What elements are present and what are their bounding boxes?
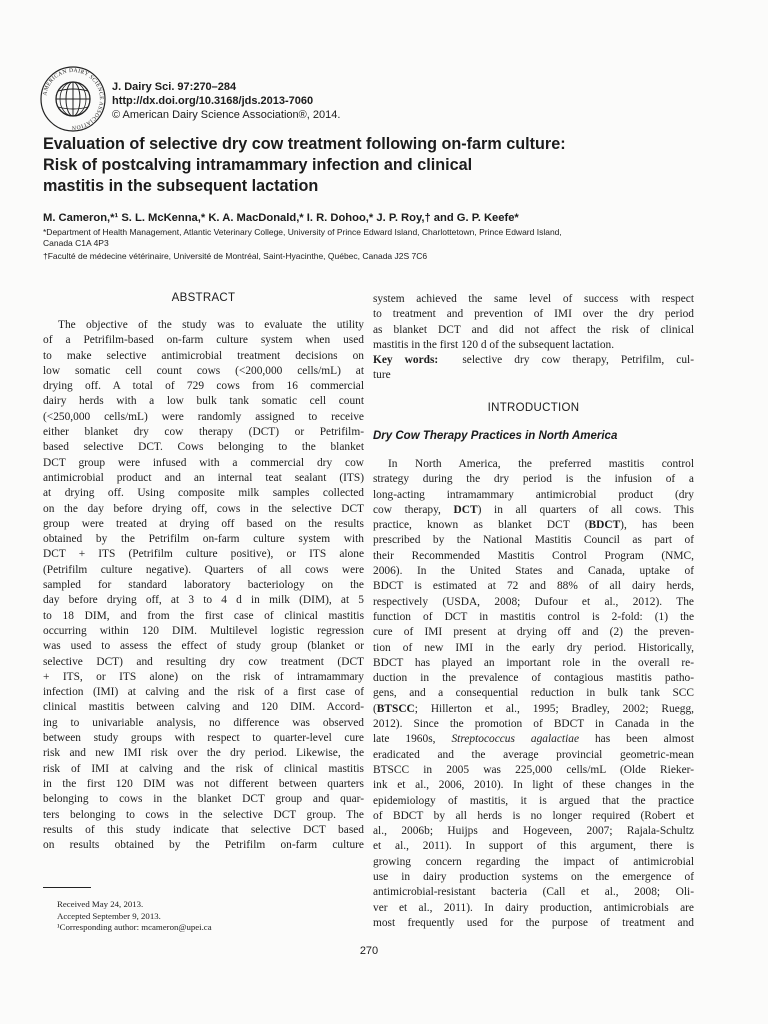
text-line: DCT group were infused with a commercial dry cow bbox=[43, 456, 364, 469]
text-line: either blanket dry cow therapy (DCT) or Petrifilm- bbox=[43, 426, 364, 439]
text-line: gens, and a consequential reduction in bulk tank SCC bbox=[373, 687, 694, 700]
corresponding-author: ¹Corresponding author: mcameron@upei.ca bbox=[57, 922, 212, 932]
text-line: use in dairy production systems on the emergence of bbox=[373, 871, 694, 884]
text-line: practice, known as blanket DCT (BDCT), has been bbox=[373, 519, 694, 532]
text-line: to make selective antimicrobial treatment decisions on bbox=[43, 349, 364, 362]
affiliation-line: Canada C1A 4P3 bbox=[43, 238, 109, 248]
text-line: DCT + ITS (Petrifilm culture positive), or ITS alone bbox=[43, 548, 364, 561]
text-line: antimicrobial product and an internal teat sealant (ITS) bbox=[43, 471, 364, 484]
article-title bbox=[43, 134, 683, 197]
text-line: + ITS, or ITS alone) on the risk of intramammary bbox=[43, 670, 364, 683]
introduction-body bbox=[373, 457, 694, 931]
text-line: clinical mastitis between calving and 120 DIM. Accord- bbox=[43, 701, 364, 714]
text-line: risk and new IMI risk over the dry period. Likewise, the bbox=[43, 747, 364, 760]
text-line: BDCT is estimated at 72 and 88% of all dairy herds, bbox=[373, 580, 694, 593]
text-line: eradicated and the average provincial geometric-mean bbox=[373, 748, 694, 761]
text-line: BTSCC in 2005 was 225,000 cells/mL (Olde Rieker- bbox=[373, 763, 694, 776]
text-line: low somatic cell count cows (<200,000 cells/mL) at bbox=[43, 364, 364, 377]
keywords-label: Key words: bbox=[373, 354, 439, 366]
section-subheading: Dry Cow Therapy Practices in North America bbox=[373, 430, 618, 442]
author-list: M. Cameron,*¹ S. L. McKenna,* K. A. MacDonald,* I. R. Dohoo,* J. P. Roy,† and G. P. Keefe* bbox=[43, 212, 519, 224]
text-line: et al., 2011). In support of this argument, there is bbox=[373, 840, 694, 853]
text-line: obtained by the Petrifilm on-farm culture system with bbox=[43, 533, 364, 546]
text-line: tion of new IMI in the early dry period. Historically, bbox=[373, 641, 694, 654]
abstract-heading: ABSTRACT bbox=[171, 292, 236, 304]
text-line: ing to univariable analysis, no difference was observed bbox=[43, 716, 364, 729]
text-line: in the first 120 DIM was not different between quarters bbox=[43, 777, 364, 790]
text-line: cure of IMI present at drying off and (2) the preven- bbox=[373, 626, 694, 639]
footnotes bbox=[57, 899, 212, 934]
text-line: (Petrifilm culture negative). Quarters of all cows were bbox=[43, 563, 364, 576]
text-line: ters belonging to cows in the selective DCT group. The bbox=[43, 808, 364, 821]
abstract-continued bbox=[373, 292, 694, 353]
text-line: 2006). In the United States and Canada, uptake of bbox=[373, 565, 694, 578]
keywords-text: ture bbox=[373, 369, 391, 382]
text-line: (BTSCC; Hillerton et al., 1995; Bradley, 2002; Ruegg, bbox=[373, 702, 694, 715]
text-line: between study groups with respect to quarter-level cure bbox=[43, 732, 364, 745]
title-line: Evaluation of selective dry cow treatment following on-farm culture: bbox=[43, 135, 566, 153]
text-line: based selective DCT. Cows belonging to the blanket bbox=[43, 441, 364, 454]
title-line: mastitis in the subsequent lactation bbox=[43, 177, 319, 195]
text-line: drying off. A total of 729 cows from 16 commercial bbox=[43, 380, 364, 393]
text-line: antimicrobial-resistant bacteria (Call et al., 2008; Oli- bbox=[373, 886, 694, 899]
text-line: as blanket DCT and did not affect the risk of clinical bbox=[373, 323, 694, 336]
text-line: day before drying off, at 3 to 4 d in milk (DIM), at 5 bbox=[43, 594, 364, 607]
text-line: growing concern regarding the impact of antimicrobial bbox=[373, 855, 694, 868]
text-line: late 1960s, Streptococcus agalactiae has been almost bbox=[373, 733, 694, 746]
page-number: 270 bbox=[359, 945, 379, 957]
text-line: their Recommended Mastitis Control Program (NMC, bbox=[373, 549, 694, 562]
text-line: dairy herds with a low bulk tank somatic cell count bbox=[43, 395, 364, 408]
text-line: to treatment and prevention of IMI over the dry period bbox=[373, 308, 694, 321]
text-line: function of DCT in mastitis control is 2-fold: (1) the bbox=[373, 610, 694, 623]
text-line: sampled for standard laboratory bacteriology on the bbox=[43, 579, 364, 592]
text-line: strategy during the dry period is the infusion of a bbox=[373, 473, 694, 486]
text-line: was used to assess the effect of study group (blanket or bbox=[43, 640, 364, 653]
text-line: to 18 DIM, and from the first case of clinical mastitis bbox=[43, 609, 364, 622]
text-line: long-acting intramammary antimicrobial product (dry bbox=[373, 488, 694, 501]
text-line: infection (IMI) at calving and the risk of a first case of bbox=[43, 686, 364, 699]
text-line: ink et al., 2006, 2010). In light of these changes in the bbox=[373, 779, 694, 792]
text-line: 2012). Since the promotion of BDCT in Canada in the bbox=[373, 718, 694, 731]
text-line: of a Petrifilm-based on-farm culture system when used bbox=[43, 334, 364, 347]
keywords bbox=[373, 353, 694, 384]
text-line: In North America, the preferred mastitis control bbox=[388, 458, 694, 470]
text-line: belonging to cows in the blanket DCT group and quar- bbox=[43, 793, 364, 806]
journal-info bbox=[112, 80, 340, 122]
text-line: at drying off. Using composite milk samples collected bbox=[43, 487, 364, 500]
text-line: of BDCT by all herds is no longer required (Robert et bbox=[373, 809, 694, 822]
text-line: on the day before drying off, cows in the selective DCT bbox=[43, 502, 364, 515]
text-line: most frequently used for the purpose of treatment and bbox=[373, 916, 694, 929]
text-line: ver et al., 2011). In dairy production, antimicrobials are bbox=[373, 901, 694, 914]
text-line: al., 2006b; Huijps and Hogeveen, 2007; Rajala-Schultz bbox=[373, 825, 694, 838]
affiliations bbox=[43, 227, 733, 262]
affiliation-line: †Faculté de médecine vétérinaire, Université de Montréal, Saint-Hyacinthe, Québec, Canada J2S 7C6 bbox=[43, 251, 428, 261]
text-line: respectively (USDA, 2008; Dufour et al., 2012). The bbox=[373, 595, 694, 608]
svg-text:AMERICAN DAIRY SCIENCE ASSOCIA: AMERICAN DAIRY SCIENCE ASSOCIATION bbox=[42, 67, 105, 131]
accepted-date: Accepted September 9, 2013. bbox=[57, 910, 161, 921]
text-line: prescribed by the National Mastitis Council as part of bbox=[373, 534, 694, 547]
text-line: cow therapy, DCT) in all quarters of all cows. This bbox=[373, 503, 694, 516]
journal-seal-logo bbox=[40, 66, 106, 132]
title-line: Risk of postcalving intramammary infection and clinical bbox=[43, 156, 473, 174]
text-line: epidemiology of mastitis, it is argued that the practice bbox=[373, 794, 694, 807]
copyright-notice: © American Dairy Science Association®, 2014. bbox=[112, 109, 341, 121]
text-line: occurring within 120 DIM. Multilevel logistic regression bbox=[43, 624, 364, 637]
introduction-heading: INTRODUCTION bbox=[487, 402, 580, 414]
text-line: mastitis in the first 120 d of the subsequent lactation. bbox=[373, 338, 615, 351]
globe-icon bbox=[56, 82, 90, 116]
text-line: on results obtained by the Petrifilm on-farm culture bbox=[43, 839, 364, 852]
text-line: duction in the prevalence of contagious mastitis patho- bbox=[373, 672, 694, 685]
affiliation-line: *Department of Health Management, Atlantic Veterinary College, University of Prince Edward Island, Charlottetown, Prince Edward Island, bbox=[43, 227, 562, 237]
journal-citation: J. Dairy Sci. 97:270–284 bbox=[112, 81, 237, 93]
abstract-body bbox=[43, 318, 364, 853]
text-line: system achieved the same level of success with respect bbox=[373, 293, 694, 305]
footnote-divider bbox=[43, 887, 91, 888]
text-line: BDCT has played an important role in the overall re- bbox=[373, 656, 694, 669]
doi-link[interactable]: http://dx.doi.org/10.3168/jds.2013-7060 bbox=[112, 95, 314, 107]
keywords-text: selective dry cow therapy, Petrifilm, cul- bbox=[462, 354, 694, 366]
received-date: Received May 24, 2013. bbox=[57, 899, 144, 909]
text-line: risk of IMI at calving and the risk of clinical mastitis bbox=[43, 762, 364, 775]
text-line: group were treated at drying off based on the results bbox=[43, 517, 364, 530]
text-line: results of this study indicate that selective DCT based bbox=[43, 823, 364, 836]
text-line: The objective of the study was to evaluate the utility bbox=[58, 319, 364, 331]
text-line: selective DCT) and resulting dry cow treatment (DCT bbox=[43, 655, 364, 668]
text-line: (<250,000 cells/mL) were randomly assigned to receive bbox=[43, 410, 364, 423]
